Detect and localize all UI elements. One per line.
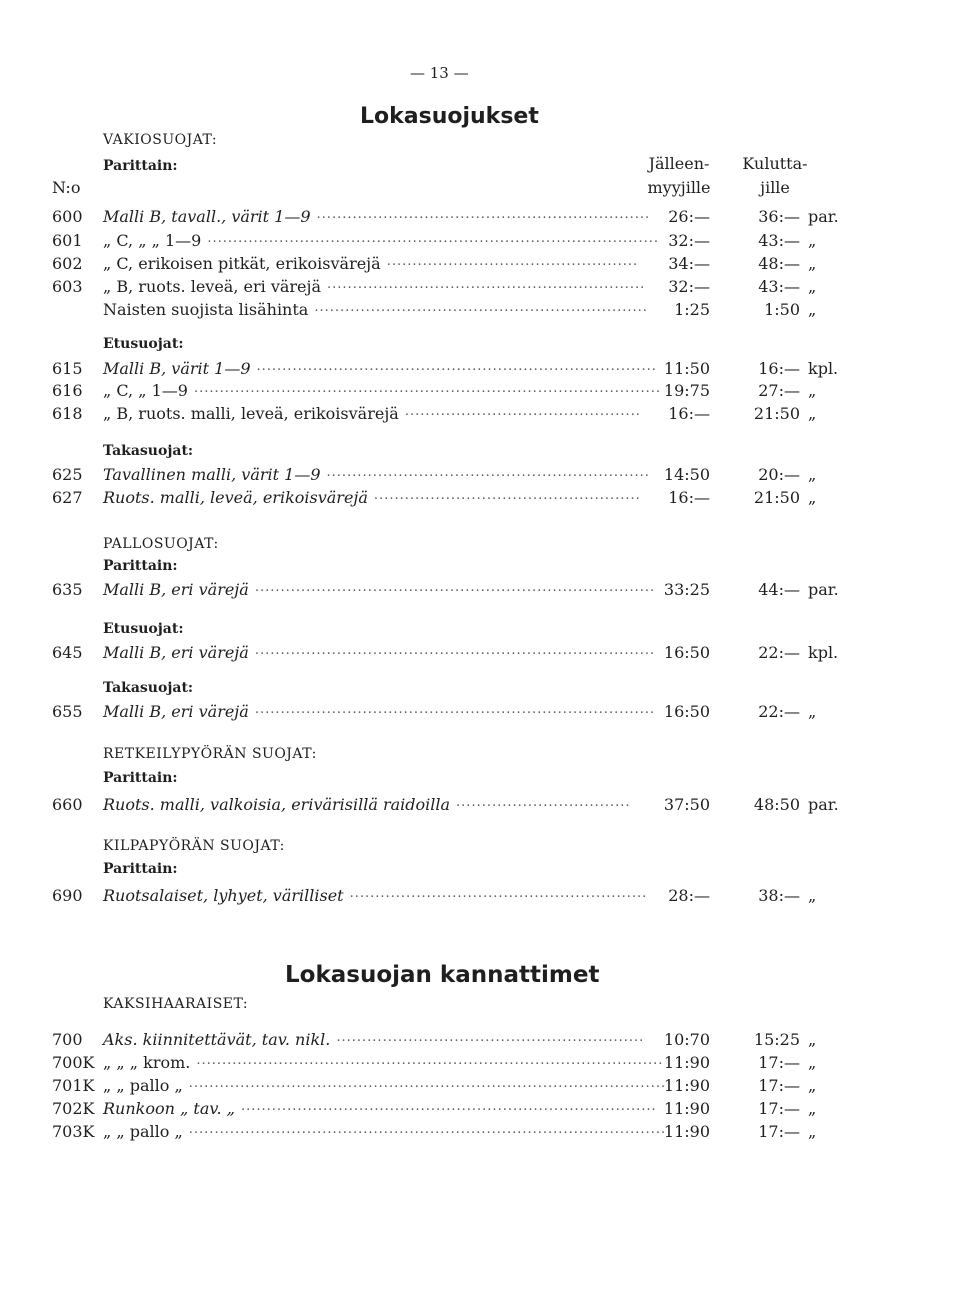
item-number: 660 — [52, 795, 83, 814]
category-kaksihaaraiset: KAKSIHAARAISET: — [103, 996, 249, 1012]
item-number: 600 — [52, 207, 83, 226]
dealer-price: 14:50 — [663, 465, 710, 484]
dot-leader: .................................. — [456, 795, 631, 810]
item-description: Malli B, eri värejä — [103, 643, 249, 662]
unit-label: „ — [808, 254, 817, 273]
item-number: 701K — [52, 1076, 95, 1095]
category-pallosuojat: PALLOSUOJAT: — [103, 536, 219, 552]
unit-label: „ — [808, 886, 817, 905]
item-number: 635 — [52, 580, 83, 599]
section-title-brackets: Lokasuojan kannattimet — [285, 962, 600, 988]
unit-label: „ — [808, 488, 817, 507]
unit-label: par. — [808, 795, 839, 814]
unit-label: par. — [808, 580, 839, 599]
dot-leader: .............................................................................. — [254, 643, 656, 658]
category-retkeily: RETKEILYPYÖRÄN SUOJAT: — [103, 746, 317, 762]
item-description: Aks. kiinnitettävät, tav. nikl. — [103, 1030, 331, 1049]
unit-label: „ — [808, 1076, 817, 1095]
dealer-price: 11:90 — [663, 1122, 710, 1141]
item-description: „ C, erikoisen pitkät, erikoisvärejä — [103, 254, 381, 273]
consumer-price: 17:— — [758, 1122, 800, 1141]
dealer-price: 16:50 — [663, 643, 710, 662]
consumer-price: 27:— — [758, 381, 800, 400]
dot-leader: .................................................... — [373, 488, 641, 503]
dealer-price: 10:70 — [663, 1030, 710, 1049]
unit-label: „ — [808, 1030, 817, 1049]
dot-leader: .............................................................................. — [254, 702, 656, 717]
item-description: Malli B, eri värejä — [103, 702, 249, 721]
consumer-price: 43:— — [758, 231, 800, 250]
dealer-price: 16:— — [668, 404, 710, 423]
dealer-price: 11:50 — [663, 359, 710, 378]
item-number: 615 — [52, 359, 83, 378]
subheading-etusuojat: Etusuojat: — [103, 621, 184, 637]
item-description: Runkoon „ tav. „ — [103, 1099, 235, 1118]
unit-label: „ — [808, 465, 817, 484]
unit-label: „ — [808, 702, 817, 721]
dot-leader: ................................................. — [386, 254, 639, 269]
item-description: „ „ pallo „ — [103, 1076, 183, 1095]
item-description: „ B, ruots. malli, leveä, erikoisvärejä — [103, 404, 399, 423]
dealer-price: 19:75 — [663, 381, 710, 400]
price-row — [0, 488, 960, 510]
price-row — [0, 886, 960, 908]
unit-label: „ — [808, 231, 817, 250]
subheading-takasuojat: Takasuojat: — [103, 443, 194, 459]
unit-label: par. — [808, 207, 839, 226]
consumer-price: 38:— — [758, 886, 800, 905]
dot-leader: ................................................................. — [316, 207, 651, 222]
subheading-parittain: Parittain: — [103, 558, 178, 574]
item-description: „ C, „ 1—9 — [103, 381, 188, 400]
item-number: 602 — [52, 254, 83, 273]
dot-leader: ........................................................................................... — [196, 1053, 664, 1068]
consumer-price: 22:— — [758, 702, 800, 721]
price-row — [0, 359, 960, 381]
dot-leader: ................................................................................. — [240, 1099, 657, 1114]
item-description: „ „ pallo „ — [103, 1122, 183, 1141]
price-row — [0, 1053, 960, 1075]
price-row — [0, 1122, 960, 1144]
consumer-price: 20:— — [758, 465, 800, 484]
consumer-price: 48:50 — [753, 795, 800, 814]
price-row — [0, 404, 960, 426]
dealer-price: 11:90 — [663, 1053, 710, 1072]
item-description: Ruots. malli, leveä, erikoisvärejä — [103, 488, 368, 507]
item-number: 645 — [52, 643, 83, 662]
item-description: Malli B, värit 1—9 — [103, 359, 251, 378]
category-vakiosuojat: VAKIOSUOJAT: — [103, 132, 218, 148]
item-number: 601 — [52, 231, 83, 250]
item-number: 625 — [52, 465, 83, 484]
consumer-price: 15:25 — [753, 1030, 800, 1049]
dealer-price: 26:— — [668, 207, 710, 226]
consumer-price: 44:— — [758, 580, 800, 599]
item-number: 690 — [52, 886, 83, 905]
page-number: — 13 — — [410, 64, 469, 82]
dealer-price: 1:25 — [674, 300, 710, 319]
consumer-price: 43:— — [758, 277, 800, 296]
dot-leader: .............................................................................. — [256, 359, 657, 374]
item-number: 655 — [52, 702, 83, 721]
unit-label: „ — [808, 1053, 817, 1072]
unit-label: kpl. — [808, 359, 839, 378]
price-row — [0, 580, 960, 602]
item-number: 618 — [52, 404, 83, 423]
dealer-price: 16:— — [668, 488, 710, 507]
dealer-price: 28:— — [668, 886, 710, 905]
price-row — [0, 1076, 960, 1098]
item-description: „ C, „ „ 1—9 — [103, 231, 202, 250]
item-number: 603 — [52, 277, 83, 296]
price-row — [0, 254, 960, 276]
item-number: 627 — [52, 488, 83, 507]
item-description: Naisten suojista lisähinta — [103, 300, 309, 319]
dot-leader: ............................................................ — [336, 1030, 645, 1045]
dealer-price: 34:— — [668, 254, 710, 273]
unit-label: kpl. — [808, 643, 839, 662]
dealer-price: 16:50 — [663, 702, 710, 721]
consumer-price: 1:50 — [764, 300, 800, 319]
item-description: Tavallinen malli, värit 1—9 — [103, 465, 321, 484]
consumer-price: 48:— — [758, 254, 800, 273]
consumer-price: 17:— — [758, 1053, 800, 1072]
price-row — [0, 277, 960, 299]
item-number: 703K — [52, 1122, 95, 1141]
dealer-price: 32:— — [668, 231, 710, 250]
dealer-price: 33:25 — [663, 580, 710, 599]
price-row — [0, 207, 960, 229]
dot-leader: .............................................................................. — [254, 580, 656, 595]
item-description: „ B, ruots. leveä, eri värejä — [103, 277, 322, 296]
item-number: 702K — [52, 1099, 95, 1118]
unit-label: „ — [808, 404, 817, 423]
subheading-etusuojat: Etusuojat: — [103, 336, 184, 352]
dot-leader: .............................................................. — [327, 277, 646, 292]
dot-leader: .......................................................... — [349, 886, 648, 901]
dot-leader: ............................................................................................. — [188, 1122, 667, 1137]
unit-label: „ — [808, 1099, 817, 1118]
price-row — [0, 231, 960, 253]
price-row — [0, 795, 960, 817]
item-description: Ruotsalaiset, lyhyet, värilliset — [103, 886, 344, 905]
dealer-price: 32:— — [668, 277, 710, 296]
column-header-consumers: Kulutta- jille — [742, 154, 808, 197]
category-kilpa: KILPAPYÖRÄN SUOJAT: — [103, 838, 285, 854]
dealer-price: 11:90 — [663, 1076, 710, 1095]
item-description: Malli B, tavall., värit 1—9 — [103, 207, 311, 226]
column-header-dealers: Jälleen- myyjille — [647, 154, 711, 197]
section-title-fenders: Lokasuojukset — [360, 104, 539, 129]
price-row — [0, 1099, 960, 1121]
price-row — [0, 300, 960, 322]
consumer-price: 21:50 — [753, 488, 800, 507]
dot-leader: .............................................. — [404, 404, 641, 419]
price-row — [0, 643, 960, 665]
subheading-parittain: Parittain: — [103, 861, 178, 877]
column-header-number: N:o — [52, 178, 81, 197]
subheading-parittain: Parittain: — [103, 770, 178, 786]
price-row — [0, 702, 960, 724]
dot-leader: ........................................................................................... — [193, 381, 661, 396]
dealer-price: 11:90 — [663, 1099, 710, 1118]
consumer-price: 21:50 — [753, 404, 800, 423]
subheading-takasuojat: Takasuojat: — [103, 680, 194, 696]
consumer-price: 36:— — [758, 207, 800, 226]
unit-label: „ — [808, 1122, 817, 1141]
item-description: Malli B, eri värejä — [103, 580, 249, 599]
consumer-price: 17:— — [758, 1099, 800, 1118]
price-row — [0, 1030, 960, 1052]
dot-leader: ........................................................................................ — [207, 231, 659, 246]
subheading-parittain: Parittain: — [103, 158, 178, 174]
price-row — [0, 381, 960, 403]
consumer-price: 17:— — [758, 1076, 800, 1095]
dealer-price: 37:50 — [663, 795, 710, 814]
consumer-price: 16:— — [758, 359, 800, 378]
item-number: 700 — [52, 1030, 83, 1049]
dot-leader: ............................................................... — [326, 465, 650, 480]
unit-label: „ — [808, 300, 817, 319]
item-description: „ „ „ krom. — [103, 1053, 191, 1072]
item-number: 700K — [52, 1053, 95, 1072]
unit-label: „ — [808, 381, 817, 400]
price-row — [0, 465, 960, 487]
item-number: 616 — [52, 381, 83, 400]
consumer-price: 22:— — [758, 643, 800, 662]
item-description: Ruots. malli, valkoisia, erivärisillä raidoilla — [103, 795, 451, 814]
dot-leader: ............................................................................................. — [188, 1076, 667, 1091]
unit-label: „ — [808, 277, 817, 296]
dot-leader: ................................................................. — [314, 300, 648, 315]
